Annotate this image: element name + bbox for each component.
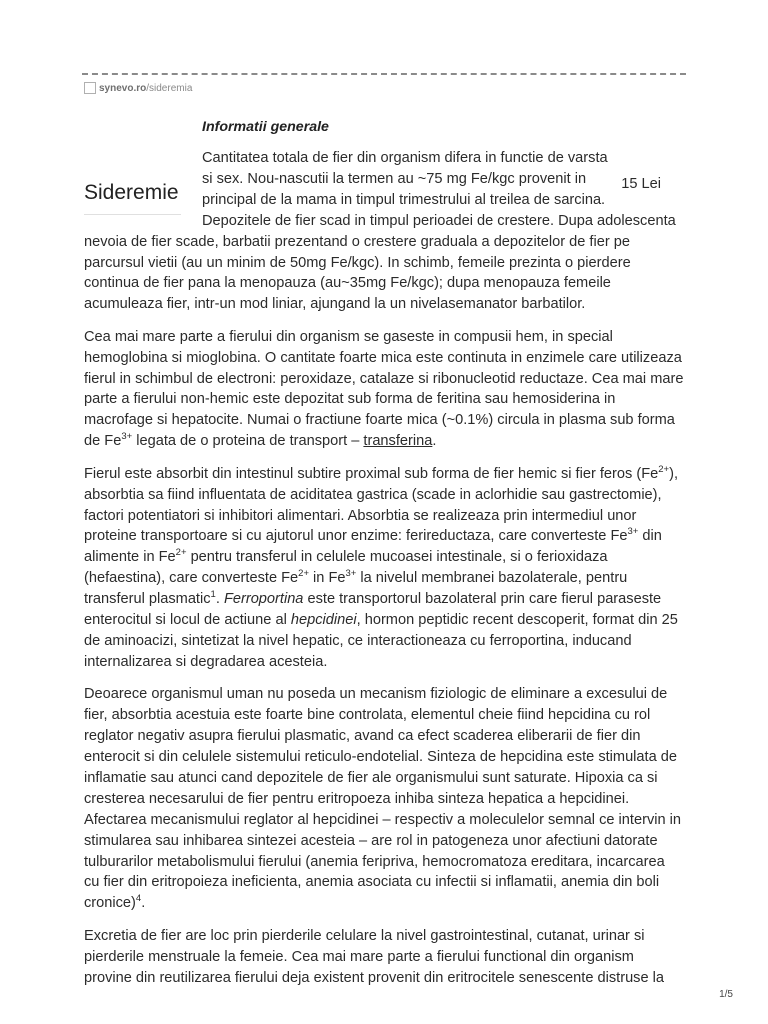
document-body [84, 117, 684, 1000]
footnote-ref-4: 4 [135, 893, 142, 905]
source-path[interactable]: /sideremia [146, 82, 193, 94]
section-title: Informatii generale [202, 119, 329, 135]
test-title-block [84, 181, 181, 215]
footnote-ref-1: 1 [210, 589, 216, 601]
paragraph-2: Cea mai mare parte a fierului din organism se gaseste in compusii hem, in special hemoglobina si mioglobina. O cantitate foarte mica este continuta in enzimele care utilizeaza fierul in schimbul de electroni: peroxidaze, catalaze si ribonucleotid reductaze. Cea mai mare parte a fierului non-hemic este depozitat sub forma de feritina sau hemosiderina in macrofage si hepatocite. Numai o fractiune foarte mica (~0.1%) circula in plasma sub forma de $Fe^{3+}$ legata de o proteina de transport – transferina. [84, 328, 684, 450]
site-favicon-icon [84, 82, 96, 94]
paragraph-1: Cantitatea totala de fier din organism difera in functie de varsta si sex. Nou-nascutii la termen au ~75 mg Fe/kgc provenit in principal de la mama in timpul trimestrului al treilea de sarcina. Depozitele de fier scad in timpul perioadei de crestere. Dupa adolescenta nevoia de fier scade, barbatii prezentand o crestere graduala a depozitelor de fier pe parcursul vietii (au un minim de 50mg Fe/kgc). In schimb, femeile prezinta o pierdere continua de fier pana la menopauza (au~35mg Fe/kgc); dupa menopauza femeile acumuleaza fier, intr-un mod liniar, ajungand la un nivelasemanator barbatilor. [84, 150, 676, 313]
transferina-link[interactable]: transferina [363, 433, 433, 450]
top-dashed-divider [82, 73, 686, 75]
source-url[interactable] [84, 80, 192, 96]
source-domain[interactable]: synevo.ro [99, 82, 147, 94]
paragraph-5: Excretia de fier are loc prin pierderile celulare la nivel gastrointestinal, cutanat, urinar si pierderile menstruale la femeie. Cea mai mare parte a fierului functional din organism provine din reutilizarea fierului deja existent provenit din eritrocitele senescente distruse la [84, 927, 665, 986]
test-price: 15 Lei [621, 176, 661, 192]
paragraph-3: Fierul este absorbit din intestinul subtire proximal sub forma de fier hemic si fier feros $(Fe^{2+})$, absorbtia sa fiind influentata de aciditatea gastrica (scade in aclorhidie sau gastrectomie), factori potentiatori si inhibitori alimentari. Absorbtia se realizeaza prin intermediul unor proteine transportoare si cu ajutorul unor enzime: ferireductaza, care converteste $Fe^{3+}$ din alimente in $Fe^{2+}$ pentru transferul in celulele mucoasei intestinale, si o ferioxidaza (hefaestina), care converteste $Fe^{2+}$ in $Fe^{3+}$ la nivelul membranei bazolaterale, pentru transferul plasmatic$^1$. Ferroportina este transportorul bazolateral prin care fierul paraseste enterocitul si locul de actiune al hepcidinei, hormon peptidic recent descoperit, format din 25 de aminoacizi, sintetizat la nivel hepatic, ce interactioneaza cu ferroportina, inducand internalizarea si degradarea acesteia. [84, 463, 679, 670]
paragraph-4: Deoarece organismul uman nu poseda un mecanism fiziologic de eliminare a excesului de fier, absorbtia acestuia este foarte bine controlata, elementul cheie fiind hepcidina cu rol reglator negativ asupra fierului plasmatic, avand ca efect scaderea eliberarii de fier din enterocit si din celulele sistemului reticulo-endotelial. Sinteza de hepcidina este stimulata de inflamatie sau atunci cand depozitele de fier ale organismului sunt saturate. Hipoxia ca si cresterea necesarului de fier pentru eritropoeza inhiba sinteza hepatica a hepcidinei. Afectarea mecanismului reglator al hepcidinei – respectiv a moleculelor semnal ce intervin in stimularea sau inhibarea sintezei acesteia – are rol in patogeneza unor afectiuni datorate tulburarilor metabolismului fierului (anemia feripriva, hemocromatoza ereditara, incarcarea cu fier din eritropoieza ineficienta, anemia asociata cu infectii si inflamatii, anemia din boli cronice)$^4$. [84, 686, 682, 912]
page-number: 1/5 [719, 989, 733, 1000]
page-title: Sideremie [84, 181, 179, 204]
